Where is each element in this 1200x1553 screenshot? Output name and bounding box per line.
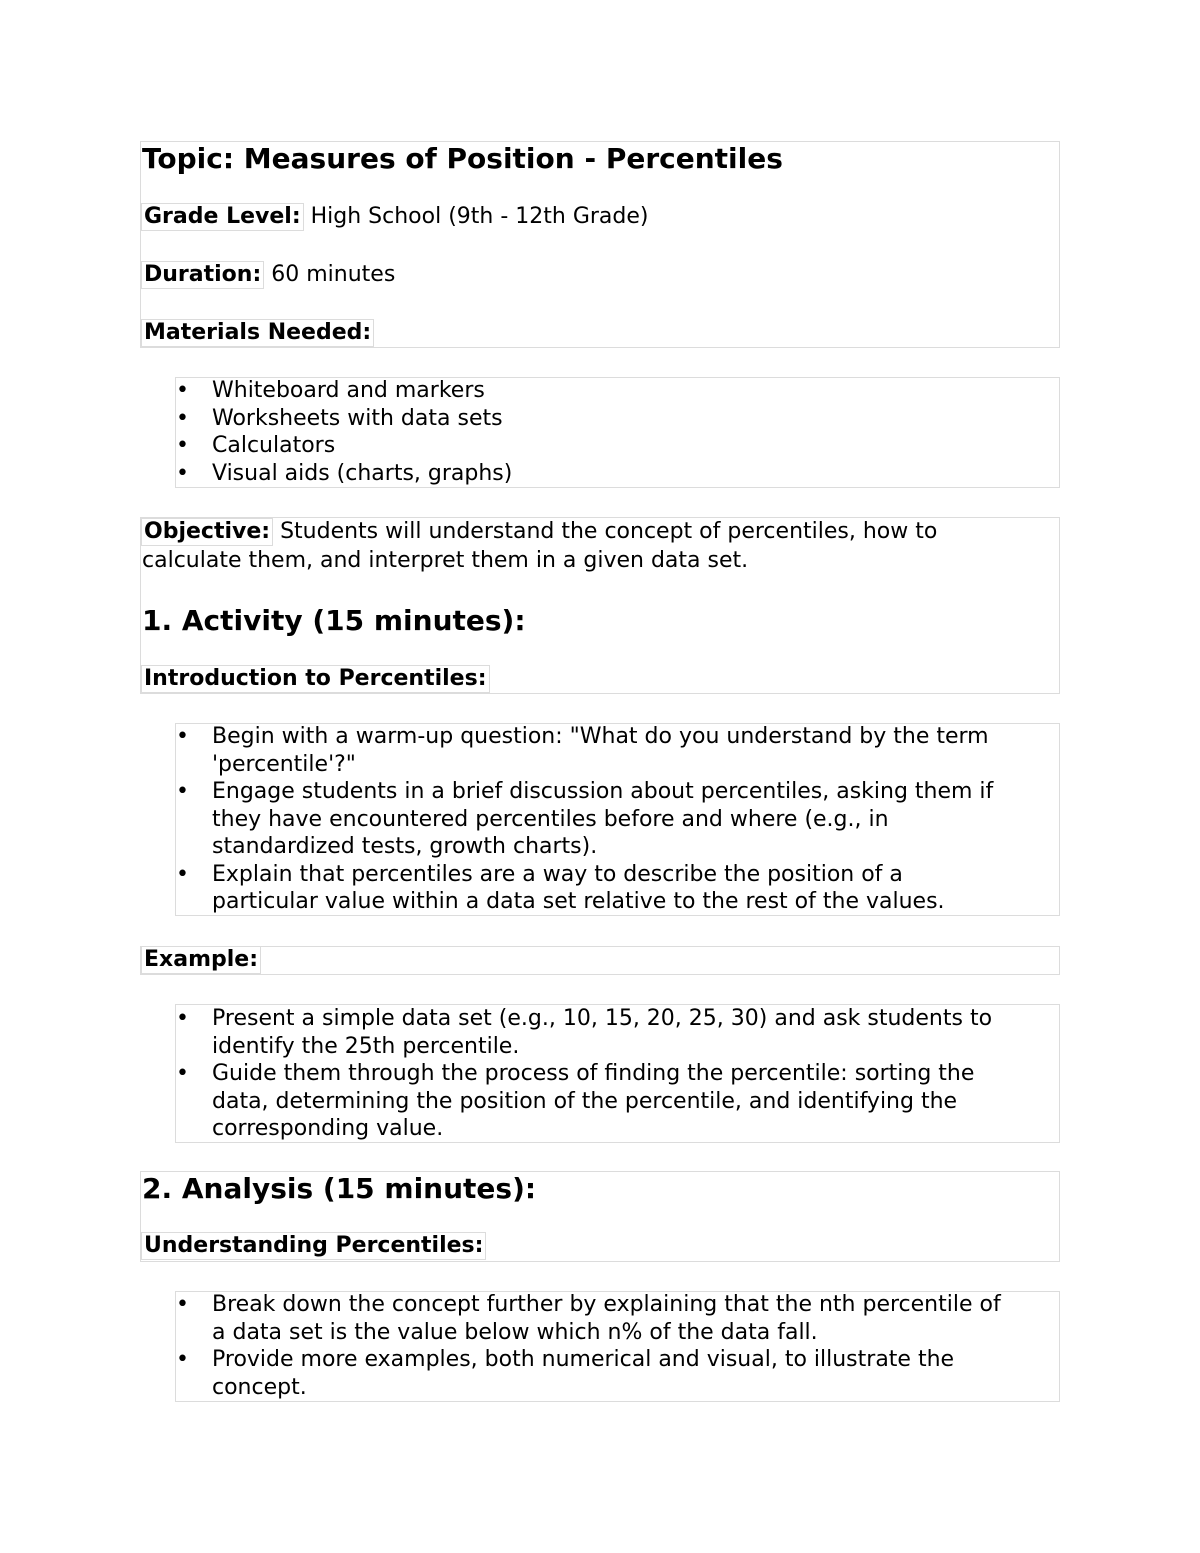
objective-line-1 [141,518,937,546]
list-item-line: • Engage students in a brief discussion about percentiles, asking them if [212,779,994,804]
list-item-line: identify the 25th percentile. [212,1033,520,1059]
list-item-line: standardized tests, growth charts). [212,834,598,859]
list-item-line: • Provide more examples, both numerical and visual, to illustrate the [212,1347,955,1372]
list-item-line: they have encountered percentiles before and where (e.g., in [212,806,889,832]
objective-line-2: calculate them, and interpret them in a given data set. [142,548,749,573]
list-item [176,723,993,778]
list-item [176,1291,1001,1346]
page-title: Topic: Measures of Position - Percentiles [142,142,783,175]
list-item-line: • Begin with a warm-up question: "What do you understand by the term [212,724,989,749]
list-item-line: concept. [212,1374,307,1400]
example-label: Example: [141,946,261,974]
materials-row [141,319,374,347]
list-item-line: • Break down the concept further by explaining that the nth percentile of [212,1292,1001,1317]
list-item-line: 'percentile'?" [212,751,356,777]
list-item-line: data, determining the position of the percentile, and identifying the [212,1088,958,1114]
grade-level-value: High School (9th - 12th Grade) [310,204,649,229]
materials-list [176,377,512,487]
analysis-subheading: Understanding Percentiles: [141,1232,486,1260]
example-list [176,1005,992,1143]
analysis-list [176,1291,1001,1401]
list-item: • Calculators [176,432,512,460]
list-item-line: • Explain that percentiles are a way to describe the position of a [212,861,903,887]
list-item-line: corresponding value. [212,1116,444,1141]
objective-text-1: Students will understand the concept of percentiles, how to [280,519,938,544]
list-item [176,1060,992,1143]
example-row [141,946,261,974]
grade-level-row [141,203,649,231]
list-item-line: • Guide them through the process of finding the percentile: sorting the [212,1061,975,1086]
activity-list [176,723,993,916]
duration-row [141,261,395,289]
materials-label: Materials Needed: [141,319,374,347]
activity-heading: 1. Activity (15 minutes): [142,604,526,637]
list-item [176,1346,1001,1401]
analysis-subheading-row [141,1232,486,1260]
list-item: • Whiteboard and markers [176,377,512,405]
list-item: • Visual aids (charts, graphs) [176,460,512,488]
activity-subheading: Introduction to Percentiles: [141,665,490,693]
list-item-line: a data set is the value below which n% of the data fall. [212,1319,818,1345]
list-item [176,1005,992,1060]
example-box [140,946,1060,975]
duration-label: Duration: [141,261,264,289]
grade-level-label: Grade Level: [141,203,304,231]
objective-label: Objective: [141,518,273,546]
list-item-line: • Present a simple data set (e.g., 10, 15, 20, 25, 30) and ask students to [212,1006,993,1031]
list-item [176,778,993,861]
list-item [176,861,993,916]
duration-value: 60 minutes [271,262,396,287]
list-item-line: particular value within a data set relative to the rest of the values. [212,889,945,914]
list-item: • Worksheets with data sets [176,405,512,433]
analysis-heading: 2. Analysis (15 minutes): [142,1172,537,1205]
activity-subheading-row [141,665,490,693]
